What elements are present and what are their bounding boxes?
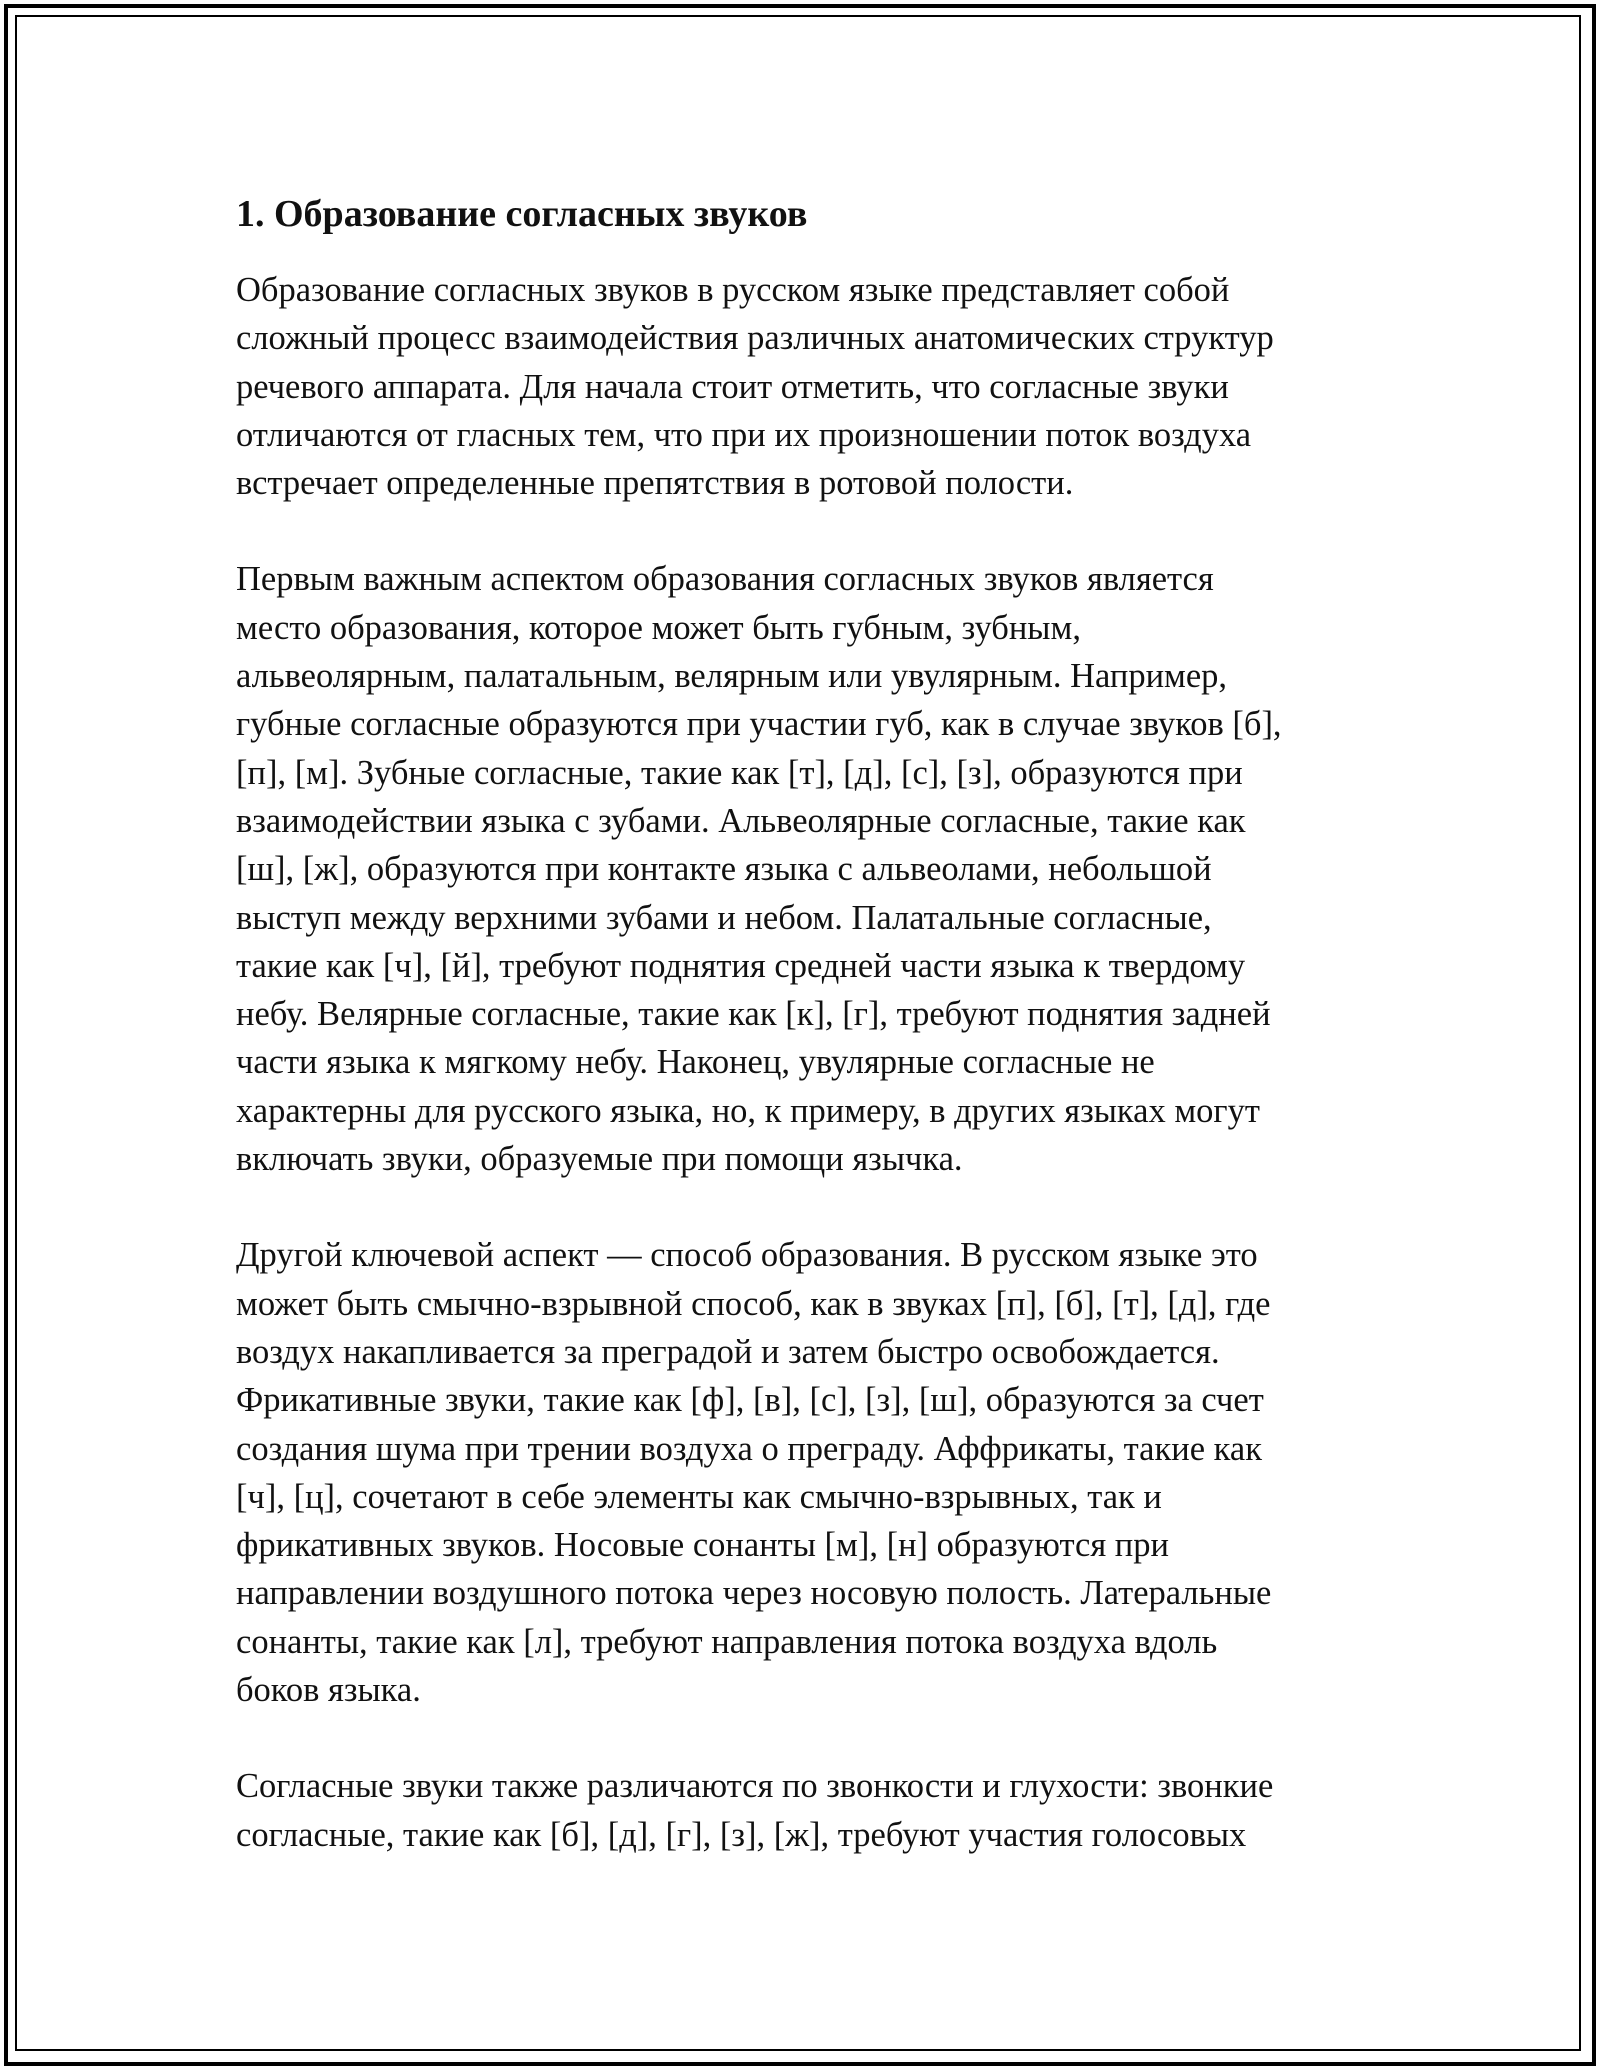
paragraph-line: речевого аппарата. Для начала стоит отметить, что согласные звуки bbox=[236, 367, 1229, 406]
paragraph-line: согласные, такие как [б], [д], [г], [з], [ж], требуют участия голосовых bbox=[236, 1815, 1247, 1854]
paragraph-4 bbox=[236, 1762, 1366, 1859]
paragraph-line: направлении воздушного потока через носовую полость. Латеральные bbox=[236, 1574, 1272, 1613]
paragraph-1 bbox=[236, 266, 1366, 507]
document-body bbox=[236, 190, 1366, 1907]
paragraph-line: фрикативных звуков. Носовые сонанты [м], [н] образуются при bbox=[236, 1526, 1169, 1565]
paragraph-line: боков языка. bbox=[236, 1671, 421, 1710]
paragraph-line: может быть смычно-взрывной способ, как в звуках [п], [б], [т], [д], где bbox=[236, 1284, 1271, 1323]
paragraph-line: встречает определенные препятствия в ротовой полости. bbox=[236, 464, 1074, 503]
paragraph-line: взаимодействии языка с зубами. Альвеолярные согласные, такие как bbox=[236, 801, 1246, 840]
paragraph-line: небу. Велярные согласные, такие как [к], [г], требуют поднятия задней bbox=[236, 995, 1271, 1034]
paragraph-line: Другой ключевой аспект — способ образования. В русском языке это bbox=[236, 1236, 1258, 1275]
paragraph-line: место образования, которое может быть губным, зубным, bbox=[236, 608, 1081, 647]
paragraph-line: сонанты, такие как [л], требуют направления потока воздуха вдоль bbox=[236, 1622, 1218, 1661]
paragraph-line: Фрикативные звуки, такие как [ф], [в], [с], [з], [ш], образуются за счет bbox=[236, 1381, 1264, 1420]
paragraph-3 bbox=[236, 1231, 1366, 1714]
paragraph-line: выступ между верхними зубами и небом. Палатальные согласные, bbox=[236, 898, 1212, 937]
paragraph-line: альвеолярным, палатальным, велярным или увулярным. Например, bbox=[236, 657, 1228, 696]
paragraph-line: части языка к мягкому небу. Наконец, увулярные согласные не bbox=[236, 1043, 1155, 1082]
paragraph-line: [ч], [ц], сочетают в себе элементы как смычно-взрывных, так и bbox=[236, 1477, 1162, 1516]
paragraph-line: Согласные звуки также различаются по звонкости и глухости: звонкие bbox=[236, 1767, 1274, 1806]
paragraph-line: создания шума при трении воздуха о преграду. Аффрикаты, такие как bbox=[236, 1429, 1262, 1468]
paragraph-line: [п], [м]. Зубные согласные, такие как [т], [д], [с], [з], образуются при bbox=[236, 753, 1243, 792]
paragraph-line: губные согласные образуются при участии губ, как в случае звуков [б], bbox=[236, 705, 1282, 744]
paragraph-line: сложный процесс взаимодействия различных анатомических структур bbox=[236, 319, 1274, 358]
paragraph-line: Образование согласных звуков в русском языке представляет собой bbox=[236, 271, 1230, 309]
paragraph-line: отличаются от гласных тем, что при их произношении поток воздуха bbox=[236, 415, 1252, 454]
paragraph-2 bbox=[236, 555, 1366, 1183]
paragraph-line: включать звуки, образуемые при помощи язычка. bbox=[236, 1140, 963, 1179]
section-heading: 1. Образование согласных звуков bbox=[236, 193, 808, 235]
paragraph-line: Первым важным аспектом образования согласных звуков является bbox=[236, 560, 1214, 599]
paragraph-line: воздух накапливается за преградой и затем быстро освобождается. bbox=[236, 1332, 1220, 1371]
paragraph-line: [ш], [ж], образуются при контакте языка с альвеолами, небольшой bbox=[236, 850, 1212, 889]
paragraph-line: характерны для русского языка, но, к примеру, в других языках могут bbox=[236, 1091, 1260, 1130]
paragraph-line: такие как [ч], [й], требуют поднятия средней части языка к твердому bbox=[236, 946, 1246, 985]
